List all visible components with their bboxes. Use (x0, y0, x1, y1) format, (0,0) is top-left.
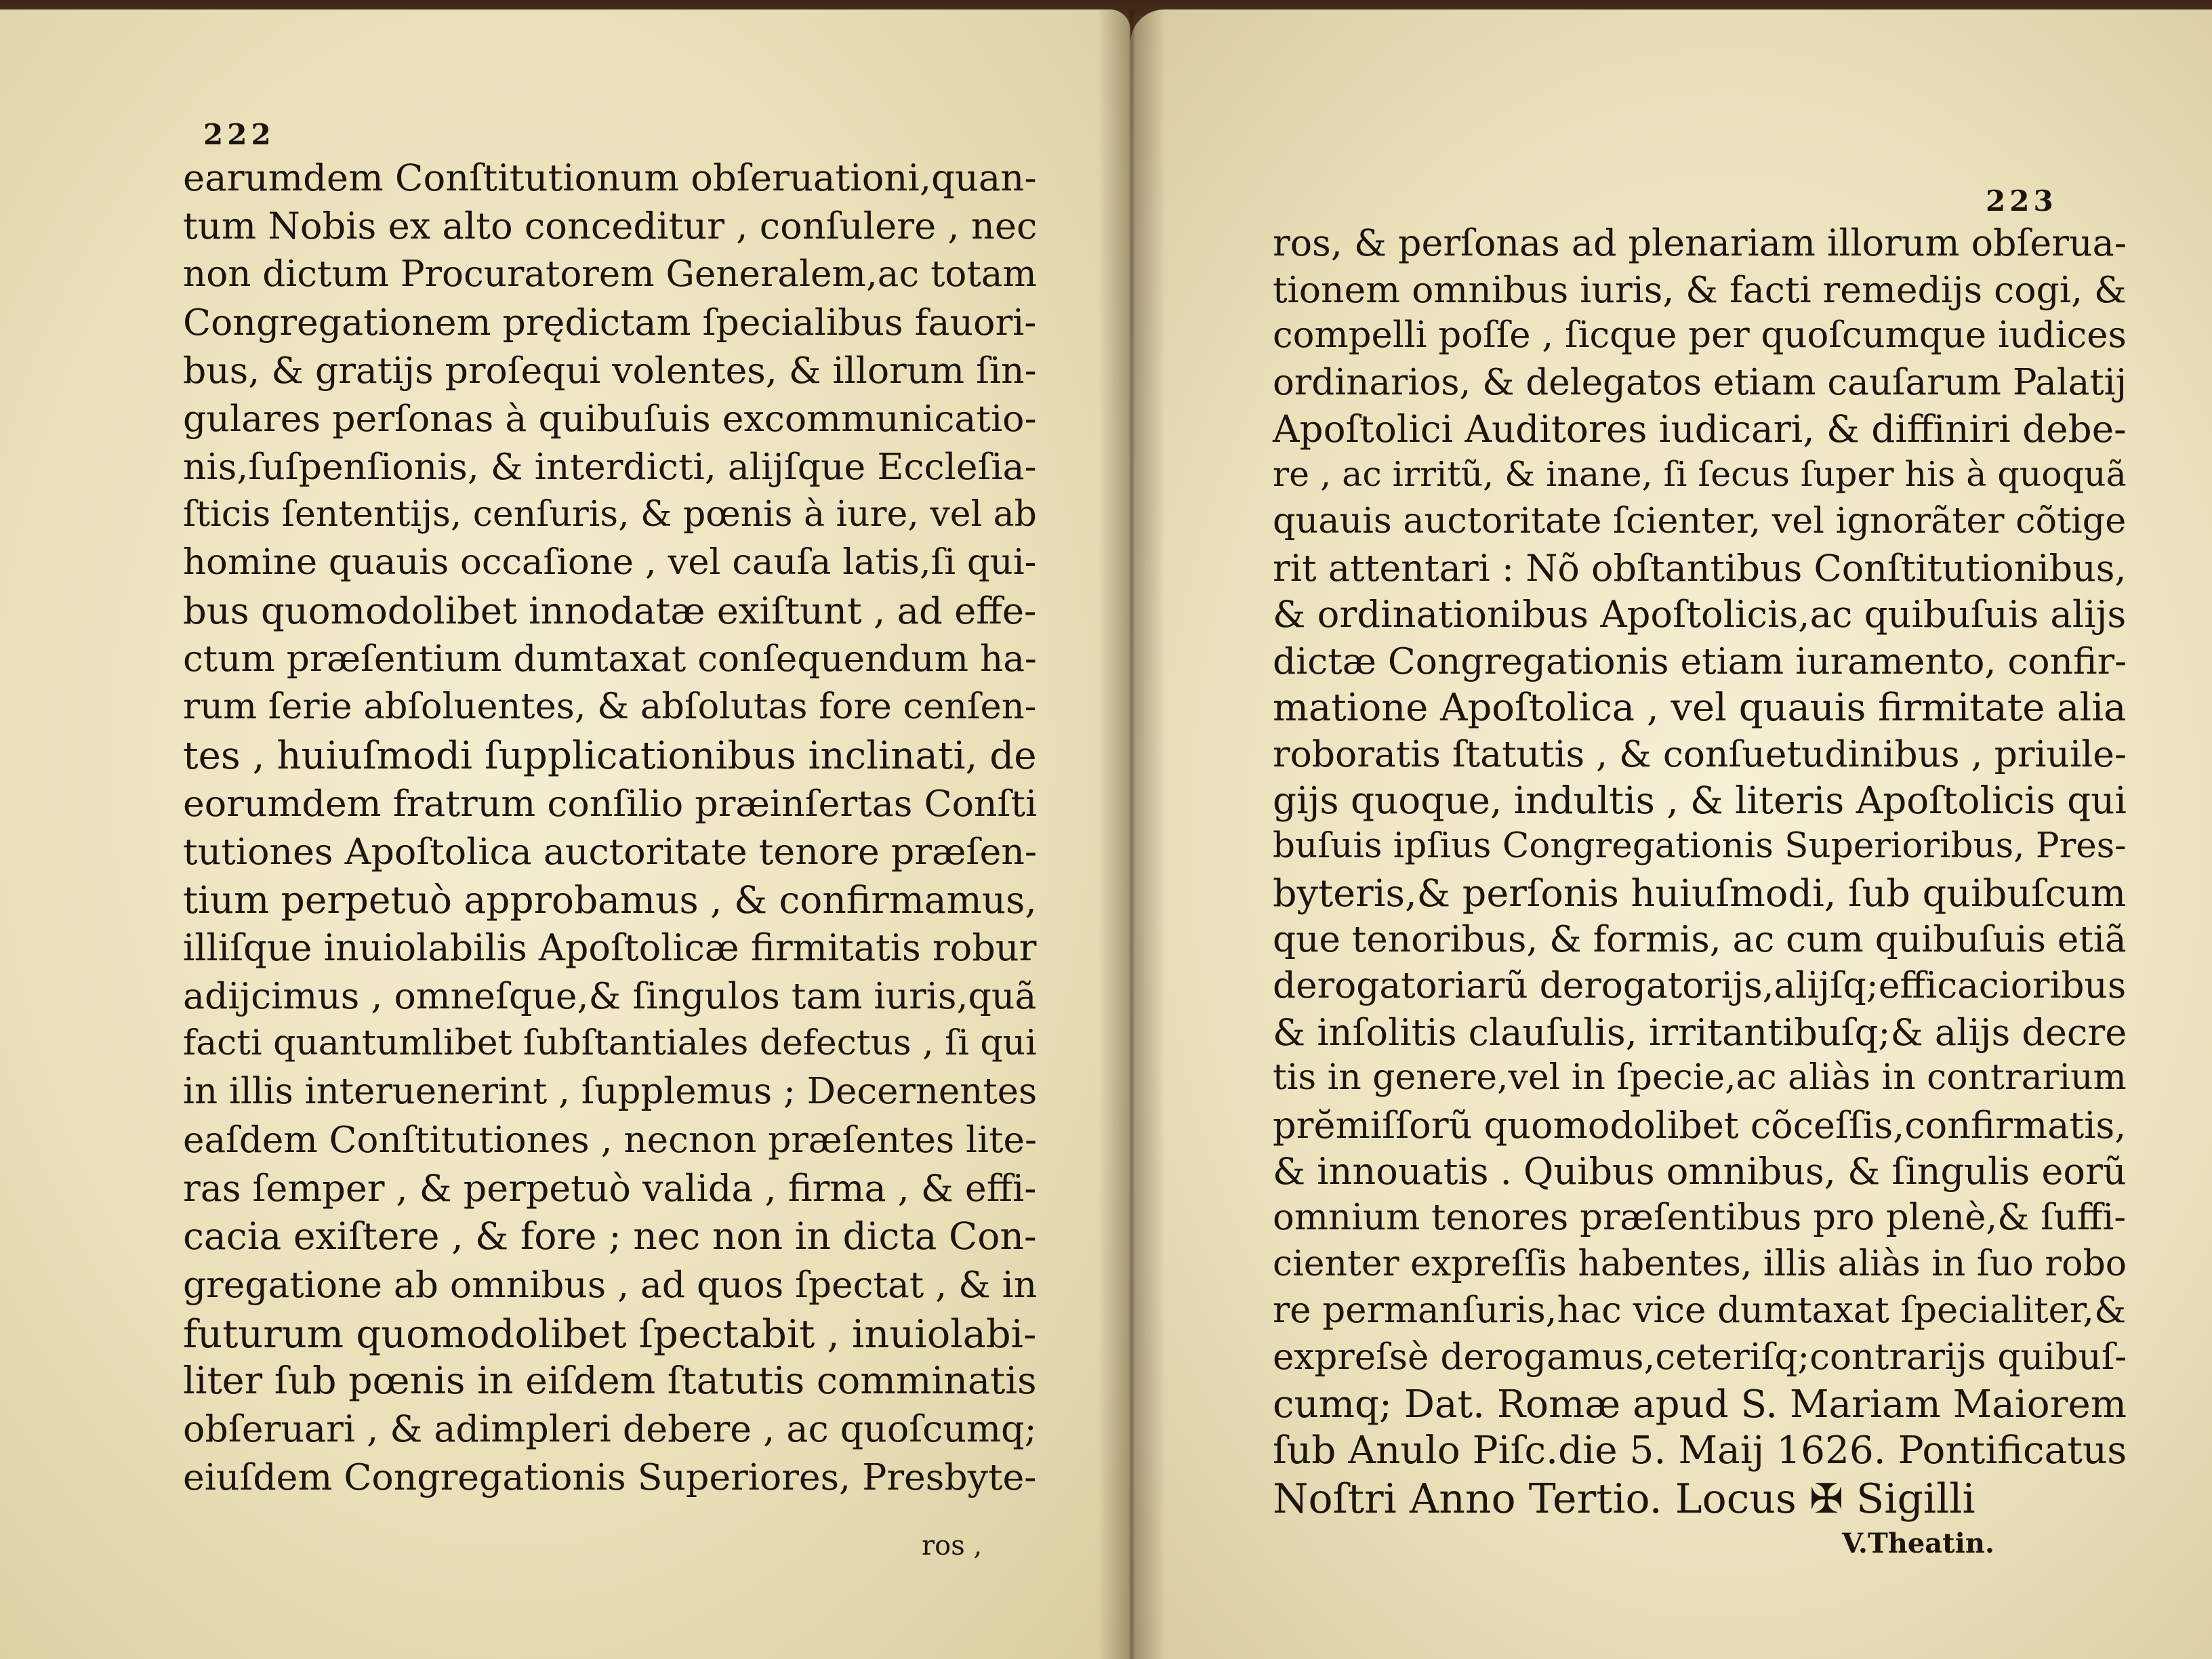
text-line: tes , huiuſmodi ſupplicationibus inclinati, de (183, 734, 1037, 778)
text-line: nis,ſuſpenſionis, & interdicti, alijſque Eccleſia- (183, 445, 1037, 488)
text-line: rum ſerie abſoluentes, & abſolutas fore cenſen- (183, 686, 1037, 727)
text-line: re permanſuris,hac vice dumtaxat ſpecialiter,& (1273, 1289, 2127, 1331)
text-line: & inſolitis clauſulis, irritantibuſq;& alijs decre (1273, 1010, 2127, 1054)
text-line: byteris,& perſonis huiuſmodi, ſub quibuſcum (1273, 872, 2127, 916)
text-line: matione Apoſtolica , vel quauis firmitate alia (1273, 686, 2127, 730)
text-line: Apoſtolici Auditores iudicari, & diffiniri debe- (1273, 407, 2127, 451)
text-line: tis in genere,vel in ſpecie,ac aliàs in contrarium (1273, 1057, 2127, 1098)
text-line: cumq; Dat. Romæ apud S. Mariam Maiorem (1273, 1382, 2127, 1427)
text-line: adijcimus , omneſque,& ſingulos tam iuris,quã (183, 975, 1037, 1017)
text-line: tionem omnibus iuris, & facti remedijs cogi, & (1273, 268, 2127, 311)
text-line: eorumdem fratrum conſilio præinſertas Conſti (183, 782, 1038, 825)
text-line: dictæ Congregationis etiam iuramento, confir- (1273, 639, 2127, 682)
text-line: ras ſemper , & perpetuò valida , firma , & effi- (183, 1167, 1037, 1210)
text-line: eaſdem Conſtitutiones , necnon præſentes lite- (183, 1119, 1037, 1161)
text-line: buſuis ipſius Congregationis Superioribus, Pres- (1273, 825, 2127, 866)
text-line: derogatoriarũ derogatorijs,alijſq;efficacioribus (1273, 964, 2127, 1006)
text-line: ordinarios, & delegatos etiam cauſarum Palatij (1273, 361, 2127, 403)
text-line: gijs quoque, indultis , & literis Apoſtolicis qui (1273, 779, 2127, 822)
right-page (1130, 9, 2212, 1659)
text-line: omnium tenores præſentibus pro plenè,& ſuffi- (1273, 1196, 2127, 1238)
open-book (0, 9, 2212, 1659)
text-line: tutiones Apoſtolica auctoritate tenore præſen- (183, 830, 1038, 873)
text-line: expreſsè derogamus,ceteriſq;contrarijs quibuſ- (1273, 1336, 2127, 1378)
text-line: ſticis ſententijs, cenſuris, & pœnis à iure, vel ab (183, 494, 1037, 535)
text-line: bus quomodolibet innodatæ exiſtunt , ad effe- (183, 590, 1037, 632)
text-line: tium perpetuò approbamus , & confirmamus, (183, 878, 1037, 922)
text-line: re , ac irritũ, & inane, ſi ſecus ſuper his à quoquã (1273, 453, 2127, 494)
right-page-number: 223 (1986, 184, 2057, 218)
text-line: gulares perſonas à quibuſuis excommunicatio- (183, 397, 1037, 440)
text-line: homine quauis occaſione , vel cauſa latis,ſi qui- (183, 541, 1037, 583)
text-line: futurum quomodolibet ſpectabit , inuiolabi- (183, 1311, 1037, 1357)
text-line: rit attentari : Nõ obſtantibus Conſtitutionibus, (1273, 546, 2127, 590)
left-page-number: 222 (203, 118, 275, 151)
left-catchword: ros , (922, 1530, 983, 1561)
text-line: cienter expreſſis habentes, illis aliàs in ſuo robo (1273, 1244, 2127, 1284)
text-line: tum Nobis ex alto conceditur , conſulere , nec (183, 205, 1038, 247)
text-line: eiuſdem Congregationis Superiores, Presbyte- (183, 1456, 1037, 1498)
text-line: facti quantumlibet ſubſtantiales defectus , ſi qui (183, 1023, 1037, 1063)
text-line: & ordinationibus Apoſtolicis,ac quibuſuis alijs (1273, 593, 2127, 636)
text-line: in illis interuenerint , ſupplemus ; Decernentes (183, 1071, 1038, 1112)
text-line: que tenoribus, & formis, ac cum quibuſuis etiã (1273, 918, 2127, 960)
right-signature: V.Theatin. (1842, 1528, 1994, 1559)
text-line: ros, & perſonas ad plenariam illorum obſerua- (1273, 222, 2127, 264)
text-line: ctum præſentium dumtaxat conſequendum ha- (183, 638, 1037, 680)
text-line: roboratis ſtatutis , & conſuetudinibus , priuile- (1273, 732, 2127, 775)
text-line: quauis auctoritate ſcienter, vel ignorãter cõtige (1273, 500, 2127, 541)
text-line: obſeruari , & adimpleri debere , ac quoſcumq; (183, 1408, 1037, 1450)
text-line: compelli poſſe , ſicque per quoſcumque iudices (1273, 314, 2127, 356)
text-line: gregatione ab omnibus , ad quos ſpectat , & in (183, 1263, 1038, 1306)
text-line: & innouatis . Quibus omnibus, & ſingulis eorũ (1273, 1150, 2127, 1193)
text-line: ſub Anulo Piſc.die 5. Maij 1626. Pontificatus (1273, 1429, 2127, 1473)
text-line: non dictum Procuratorem Generalem,ac totam (183, 253, 1037, 295)
text-line: illiſque inuiolabilis Apoſtolicæ firmitatis robur (183, 926, 1037, 969)
left-page (0, 9, 1130, 1659)
text-line: liter ſub pœnis in eiſdem ſtatutis comminatis (183, 1359, 1037, 1403)
text-line: Congregationem prędictam ſpecialibus fauori- (183, 301, 1037, 344)
text-line: prĕmiſſorũ quomodolibet cõceſſis,confirmatis, (1273, 1103, 2127, 1147)
text-line: Noſtri Anno Tertio. Locus ✠ Sigilli (1273, 1475, 1975, 1523)
text-line: cacia exiſtere , & fore ; nec non in dicta Con- (183, 1215, 1037, 1258)
text-line: bus, & gratijs proſequi volentes, & illorum ſin- (183, 349, 1037, 392)
text-line: earumdem Conſtitutionum obſeruationi,quan- (183, 157, 1037, 199)
